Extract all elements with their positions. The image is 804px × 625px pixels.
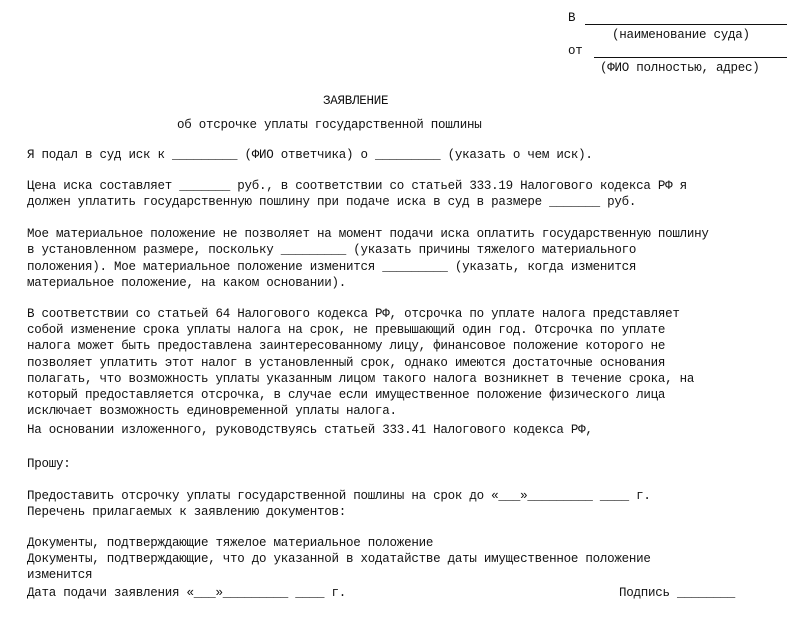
request-line-2: Перечень прилагаемых к заявлению документов:: [27, 505, 347, 519]
document-subtitle: об отсрочке уплаты государственной пошлины: [177, 118, 482, 132]
applicant-line: [594, 57, 787, 58]
attachment-item-1: Документы, подтверждающие тяжелое материальное положение: [27, 536, 434, 550]
paragraph-finance-line-1: Мое материальное положение не позволяет на момент подачи иска оплатить государственную пошлину: [27, 227, 709, 241]
paragraph-law-line-7: исключает возможность единовременной уплаты налога.: [27, 404, 397, 418]
to-prefix: В: [568, 11, 576, 25]
paragraph-finance-line-4: материальное положение, на каком основании).: [27, 276, 347, 290]
court-name-line: [585, 24, 787, 25]
attachment-item-2-line-1: Документы, подтверждающие, что до указанной в ходатайстве даты имущественное положение: [27, 552, 651, 566]
paragraph-price-line-1: Цена иска составляет _______ руб., в соответствии со статьей 333.19 Налогового кодекса РФ я: [27, 179, 687, 193]
paragraph-finance-line-3: положения). Мое материальное положение изменится _________ (указать, когда изменится: [27, 260, 637, 274]
paragraph-law-line-1: В соответствии со статьей 64 Налогового кодекса РФ, отсрочка по уплате налога представляет: [27, 307, 680, 321]
paragraph-finance-line-2: в установленном размере, поскольку _________ (указать причины тяжелого материального: [27, 243, 637, 257]
paragraph-basis: На основании изложенного, руководствуясь статьей 333.41 Налогового кодекса РФ,: [27, 423, 593, 437]
paragraph-law-line-3: налога может быть предоставлена заинтересованному лицу, финансовое положение которого не: [27, 339, 666, 353]
attachment-item-2-line-2: изменится: [27, 568, 93, 582]
submission-date: Дата подачи заявления «___»_________ ____ г.: [27, 586, 347, 600]
request-line-1: Предоставить отсрочку уплаты государственной пошлины на срок до «___»_________ ____ г.: [27, 489, 651, 503]
from-prefix: от: [568, 44, 583, 58]
paragraph-law-line-6: который предоставляется отсрочка, в случае если имущественное положение физического лица: [27, 388, 666, 402]
request-heading: Прошу:: [27, 457, 71, 471]
document-title: ЗАЯВЛЕНИЕ: [323, 94, 389, 108]
court-name-label: (наименование суда): [612, 28, 750, 42]
applicant-label: (ФИО полностью, адрес): [600, 61, 760, 75]
paragraph-law-line-2: собой изменение срока уплаты налога на срок, не превышающий один год. Отсрочка по уплате: [27, 323, 666, 337]
paragraph-claim: Я подал в суд иск к _________ (ФИО ответчика) о _________ (указать о чем иск).: [27, 148, 593, 162]
signature-field: Подпись ________: [619, 586, 736, 600]
paragraph-law-line-5: полагать, что возможность уплаты указанным лицом такого налога возникнет в течение срока, на: [27, 372, 695, 386]
paragraph-law-line-4: позволяет уплатить этот налог в установленный срок, однако имеются достаточные основания: [27, 356, 666, 370]
paragraph-price-line-2: должен уплатить государственную пошлину при подаче иска в суд в размере _______ руб.: [27, 195, 637, 209]
